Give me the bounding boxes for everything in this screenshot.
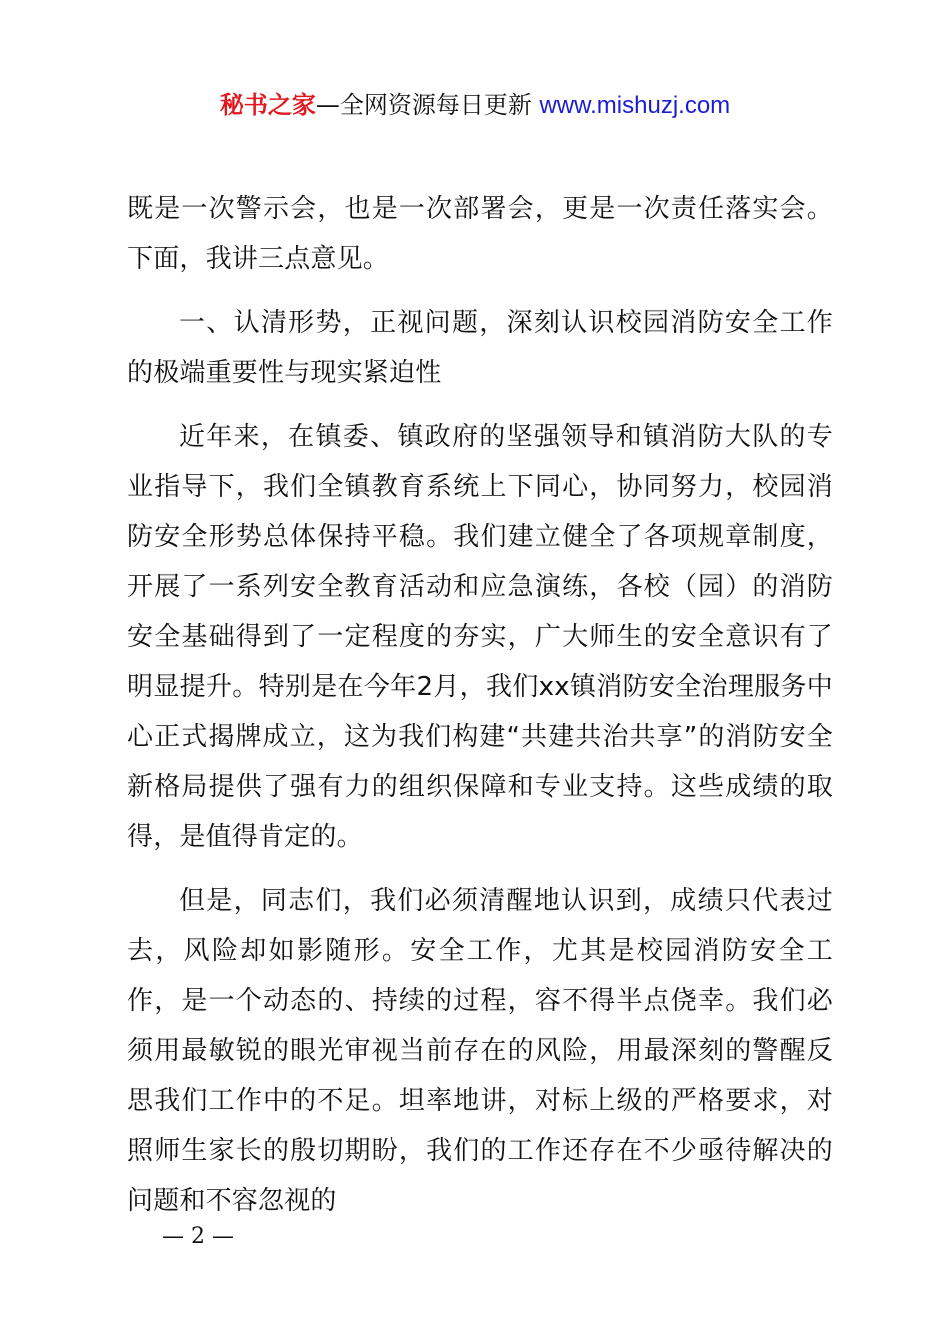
paragraph-risks: 但是，同志们，我们必须清醒地认识到，成绩只代表过去，风险却如影随形。安全工作，尤其是校园消防安全工作，是一个动态的、持续的过程，容不得半点侥幸。我们必须用最敏锐的眼光审视当前存在的风险，用最深刻的警醒反思我们工作中的不足。坦率地讲，对标上级的严格要求，对照师生家长的殷切期盼，我们的工作还存在不少亟待解决的问题和不容忽视的 <box>127 886 833 1216</box>
header-slogan: —全网资源每日更新 <box>315 91 540 119</box>
document-body <box>127 184 833 1226</box>
header-url-link[interactable]: www.mishuzj.com <box>539 92 731 119</box>
page-number: — 2 — <box>162 1224 234 1249</box>
header-brand: 秘书之家 <box>219 91 316 119</box>
page-header <box>0 88 950 123</box>
section-heading-1: 一、认清形势，正视问题，深刻认识校园消防安全工作的极端重要性与现实紧迫性 <box>127 308 833 388</box>
paragraph-achievements: 近年来，在镇委、镇政府的坚强领导和镇消防大队的专业指导下，我们全镇教育系统上下同心，协同努力，校园消防安全形势总体保持平稳。我们建立健全了各项规章制度，开展了一系列安全教育活动和应急演练，各校（园）的消防安全基础得到了一定程度的夯实，广大师生的安全意识有了明显提升。特别是在今年2月，我们xx镇消防安全治理服务中心正式揭牌成立，这为我们构建“共建共治共享”的消防安全新格局提供了强有力的组织保障和专业支持。这些成绩的取得，是值得肯定的。 <box>127 422 833 852</box>
paragraph-continuation: 既是一次警示会，也是一次部署会，更是一次责任落实会。下面，我讲三点意见。 <box>127 194 833 274</box>
